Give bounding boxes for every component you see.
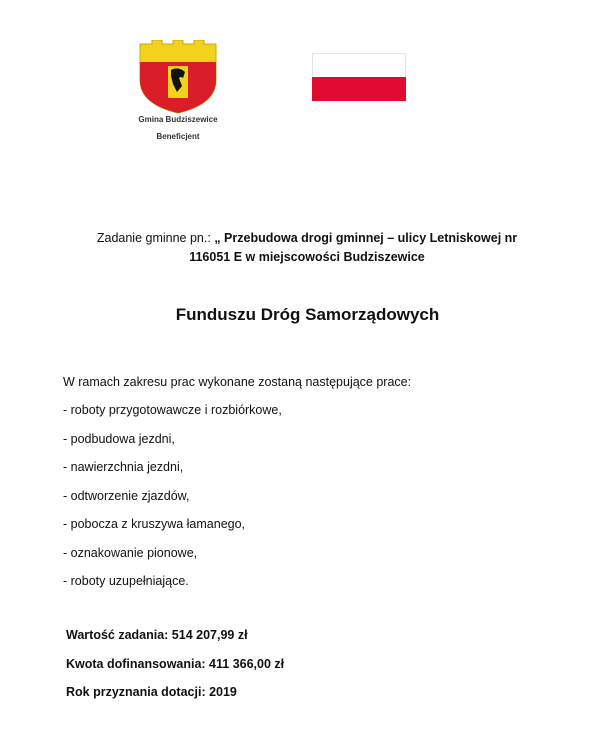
flag-white-stripe — [312, 53, 406, 77]
beneficiary-label: Beneficjent — [156, 132, 200, 141]
funding-amount: Kwota dofinansowania: 411 366,00 zł — [66, 656, 285, 671]
task-name-line2: 116051 E w miejscowości Budziszewice — [189, 250, 425, 264]
municipality-crest — [133, 40, 223, 150]
list-item: - odtworzenie zjazdów, — [63, 488, 190, 503]
grant-year: Rok przyznania dotacji: 2019 — [66, 685, 237, 699]
polish-flag-icon — [312, 53, 406, 101]
task-value: Wartość zadania: 514 207,99 zł — [66, 628, 248, 642]
task-title — [60, 229, 554, 267]
task-name-line1: „ Przebudowa drogi gminnej – ulicy Letniskowej nr — [214, 231, 518, 245]
crest-caption: Gmina Budziszewice — [138, 115, 218, 124]
list-item: - nawierzchnia jezdni, — [63, 460, 184, 474]
works-list — [63, 402, 282, 602]
coat-of-arms-icon — [137, 40, 219, 114]
list-item: - podbudowa jezdni, — [63, 431, 175, 446]
list-item: - roboty przygotowawcze i rozbiórkowe, — [63, 403, 282, 417]
list-item: - roboty uzupełniające. — [63, 574, 189, 588]
list-item: - pobocza z kruszywa łamanego, — [63, 517, 246, 531]
list-item: - oznakowanie pionowe, — [63, 545, 198, 560]
fund-heading: Funduszu Dróg Samorządowych — [175, 305, 440, 324]
works-intro: W ramach zakresu prac wykonane zostaną następujące prace: — [63, 375, 412, 389]
funding-facts — [66, 627, 284, 713]
task-prefix: Zadanie gminne pn.: — [96, 231, 215, 245]
flag-red-stripe — [312, 77, 406, 101]
